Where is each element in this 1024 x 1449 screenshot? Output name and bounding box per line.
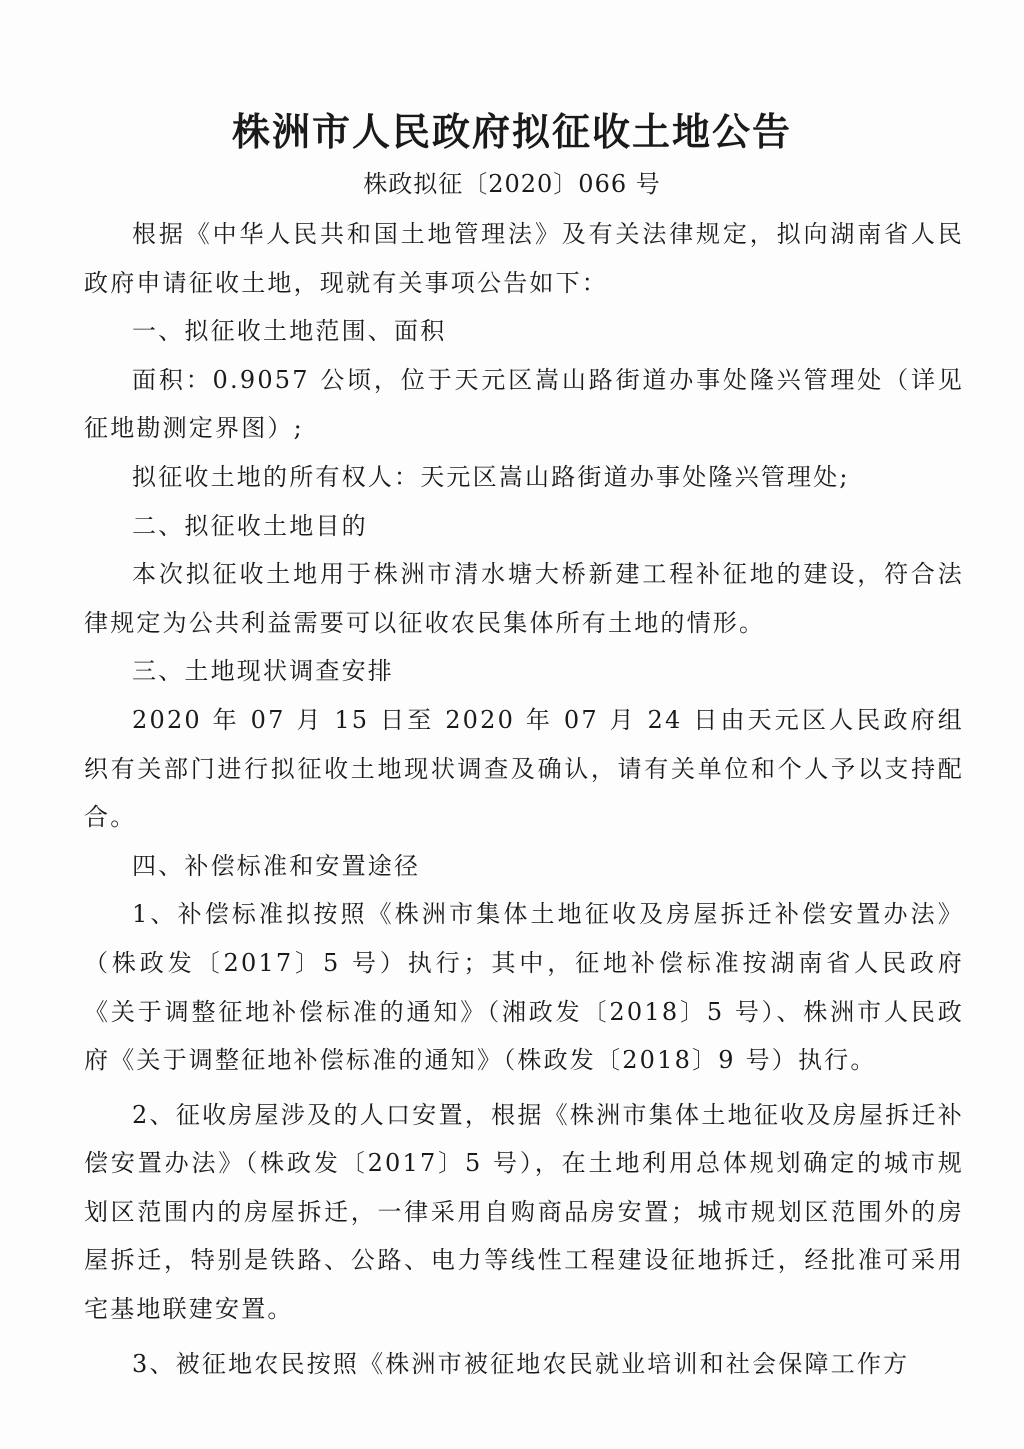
page-title: 株洲市人民政府拟征收土地公告 bbox=[231, 110, 792, 154]
paragraph: 拟征收土地的所有权人：天元区嵩山路街道办事处隆兴管理处; bbox=[132, 462, 850, 491]
paragraph: 1、补偿标准拟按照《株洲市集体土地征收及房屋拆迁补偿安置办法》（株政发〔2017〕5 号）执行；其中，征地补偿标准按湖南省人民政府《关于调整征地补偿标准的通知》（湘政发〔2018〕5 号）、株洲市人民政府《关于调整征地补偿标准的通知》（株政发〔2018〕9 号）执行。 bbox=[84, 900, 964, 1075]
paragraph: 2020 年 07 月 15 日至 2020 年 07 月 24 日由天元区人民政府组织有关部门进行拟征收土地现状调查及确认，请有关单位和个人予以支持配合。 bbox=[84, 705, 964, 832]
section-heading: 三、土地现状调查安排 bbox=[132, 657, 394, 686]
section-heading: 一、拟征收土地范围、面积 bbox=[132, 317, 447, 346]
section-heading: 二、拟征收土地目的 bbox=[132, 511, 368, 540]
paragraph: 2、征收房屋涉及的人口安置，根据《株洲市集体土地征收及房屋拆迁补偿安置办法》（株政发〔2017〕5 号），在土地利用总体规划确定的城市规划区范围内的房屋拆迁，一律采用自购商品房安置；城市规划区范围外的房屋拆迁，特别是铁路、公路、电力等线性工程建设征地拆迁，经批准可采用宅基地联建安置。 bbox=[84, 1100, 964, 1324]
section-heading: 四、补偿标准和安置途径 bbox=[132, 851, 421, 880]
document-body bbox=[84, 210, 964, 1388]
paragraph: 面积：0.9057 公顷，位于天元区嵩山路街道办事处隆兴管理处（详见征地勘测定界图）; bbox=[84, 365, 964, 443]
paragraph: 本次拟征收土地用于株洲市清水塘大桥新建工程补征地的建设，符合法律规定为公共利益需要可以征收农民集体所有土地的情形。 bbox=[84, 560, 964, 637]
paragraph: 根据《中华人民共和国土地管理法》及有关法律规定，拟向湖南省人民政府申请征收土地，现就有关事项公告如下： bbox=[84, 220, 964, 297]
document-number: 株政拟征〔2020〕066 号 bbox=[363, 170, 661, 198]
paragraph: 3、被征地农民按照《株洲市被征地农民就业培训和社会保障工作方 bbox=[132, 1349, 910, 1378]
